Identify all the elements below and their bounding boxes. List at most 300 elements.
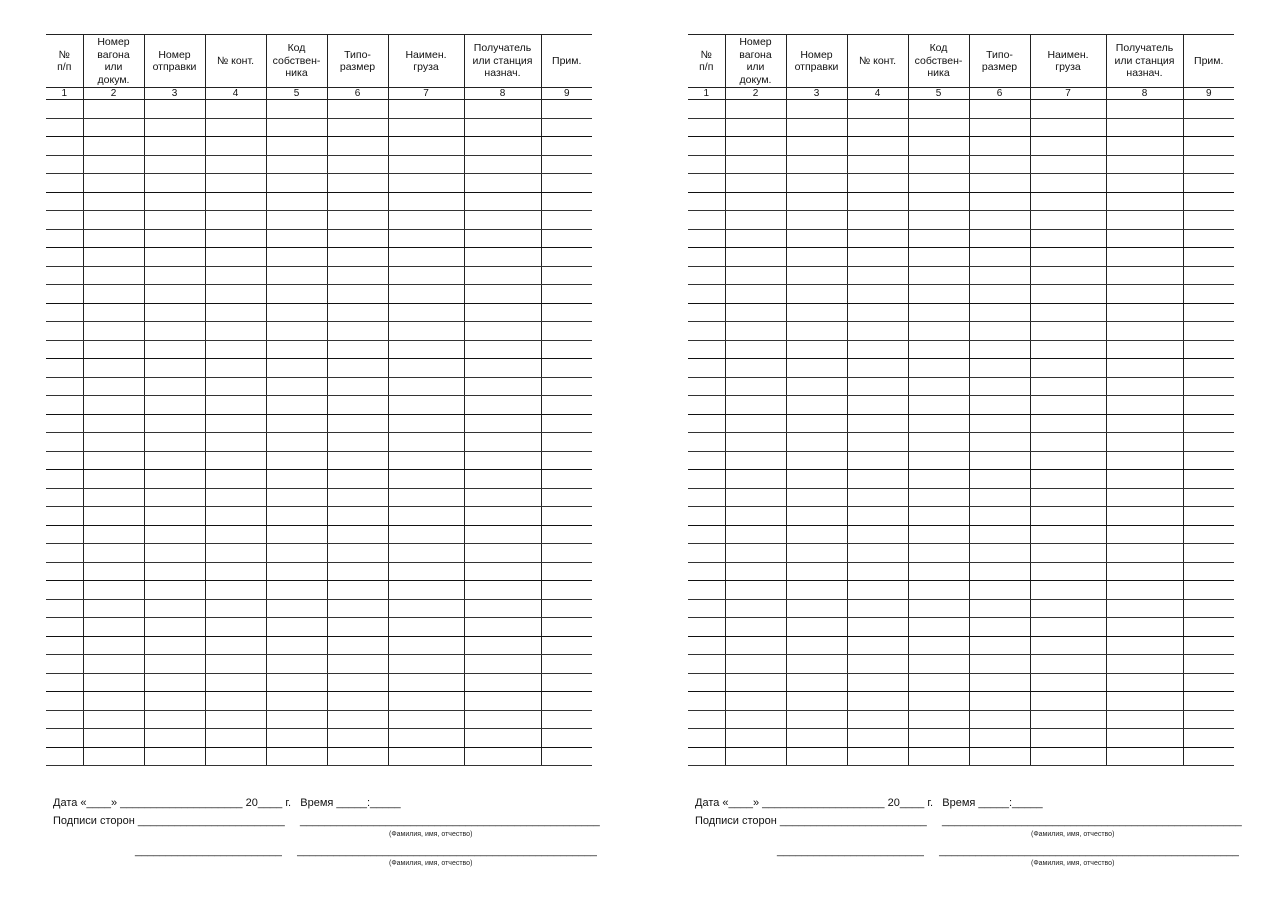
column-number: 7 [1030, 88, 1106, 100]
table-cell [144, 655, 205, 674]
table-cell [969, 599, 1030, 618]
table-cell [786, 507, 847, 526]
table-cell [1030, 525, 1106, 544]
table-cell [969, 396, 1030, 415]
table-cell [541, 340, 592, 359]
table-cell [1183, 340, 1234, 359]
table-cell [83, 692, 144, 711]
table-cell [541, 507, 592, 526]
table-cell [327, 433, 388, 452]
column-header: Типо- размер [327, 35, 388, 88]
table-cell [725, 248, 786, 267]
table-cell [266, 229, 327, 248]
table-cell [1030, 211, 1106, 230]
table-cell [1106, 377, 1183, 396]
table-cell [688, 285, 725, 304]
table-cell [327, 562, 388, 581]
table-cell [327, 710, 388, 729]
table-cell [205, 285, 266, 304]
table-cell [388, 470, 464, 489]
table-cell [144, 285, 205, 304]
table-cell [327, 507, 388, 526]
table-cell [144, 729, 205, 748]
table-cell [205, 396, 266, 415]
table-cell [46, 340, 83, 359]
table-cell [847, 747, 908, 766]
table-cell [1106, 322, 1183, 341]
table-cell [83, 285, 144, 304]
table-cell [144, 174, 205, 193]
table-cell [688, 211, 725, 230]
table-cell [847, 377, 908, 396]
table-cell [725, 581, 786, 600]
table-cell [969, 137, 1030, 156]
table-cell [205, 544, 266, 563]
table-cell [969, 211, 1030, 230]
table-cell [786, 340, 847, 359]
table-cell [144, 525, 205, 544]
table-cell [1106, 599, 1183, 618]
table-cell [144, 359, 205, 378]
table-cell [1030, 636, 1106, 655]
table-cell [969, 747, 1030, 766]
table-cell [688, 451, 725, 470]
table-cell [1183, 673, 1234, 692]
table-cell [1183, 211, 1234, 230]
table-cell [388, 303, 464, 322]
table-cell [1030, 118, 1106, 137]
table-row [688, 747, 1234, 766]
table-cell [725, 636, 786, 655]
table-cell [83, 174, 144, 193]
table-cell [1183, 618, 1234, 637]
table-cell [266, 211, 327, 230]
table-cell [847, 692, 908, 711]
table-cell [388, 525, 464, 544]
table-cell [144, 710, 205, 729]
table-cell [1030, 137, 1106, 156]
table-cell [266, 303, 327, 322]
table-row [688, 359, 1234, 378]
table-cell [688, 636, 725, 655]
table-cell [725, 488, 786, 507]
table-cell [786, 229, 847, 248]
table-cell [1030, 470, 1106, 489]
table-cell [327, 359, 388, 378]
table-cell [205, 414, 266, 433]
table-cell [46, 562, 83, 581]
table-cell [46, 581, 83, 600]
table-cell [688, 525, 725, 544]
table-cell [725, 729, 786, 748]
table-cell [388, 359, 464, 378]
column-number: 3 [786, 88, 847, 100]
column-header: № п/п [688, 35, 725, 88]
table-cell [327, 303, 388, 322]
table-row [46, 488, 592, 507]
table-cell [1183, 174, 1234, 193]
table-row [46, 137, 592, 156]
table-cell [144, 562, 205, 581]
table-cell [1106, 137, 1183, 156]
table-cell [1030, 562, 1106, 581]
table-cell [266, 451, 327, 470]
table-cell [205, 525, 266, 544]
table-row [46, 525, 592, 544]
table-cell [46, 618, 83, 637]
table-cell [83, 599, 144, 618]
table-cell [688, 692, 725, 711]
table-row [688, 433, 1234, 452]
table-cell [1106, 488, 1183, 507]
table-cell [786, 747, 847, 766]
table-cell [144, 248, 205, 267]
table-cell [388, 229, 464, 248]
table-cell [1183, 488, 1234, 507]
table-cell [388, 396, 464, 415]
table-row [46, 507, 592, 526]
table-cell [266, 562, 327, 581]
table-cell [541, 618, 592, 637]
table-cell [1106, 636, 1183, 655]
table-cell [1030, 729, 1106, 748]
table-cell [1030, 285, 1106, 304]
table-cell [46, 118, 83, 137]
signature-caption: (Фамилия, имя, отчество) [1031, 831, 1115, 838]
cargo-table [46, 34, 592, 766]
table-cell [266, 470, 327, 489]
table-cell [541, 729, 592, 748]
table-cell [847, 433, 908, 452]
table-row [688, 285, 1234, 304]
table-cell [688, 322, 725, 341]
table-cell [1183, 729, 1234, 748]
table-cell [83, 266, 144, 285]
table-cell [688, 137, 725, 156]
table-row [46, 322, 592, 341]
table-cell [205, 747, 266, 766]
table-cell [205, 581, 266, 600]
table-cell [541, 451, 592, 470]
table-cell [388, 451, 464, 470]
table-row [688, 118, 1234, 137]
table-cell [1030, 618, 1106, 637]
table-cell [908, 747, 969, 766]
table-cell [46, 747, 83, 766]
table-cell [388, 581, 464, 600]
table-cell [46, 285, 83, 304]
table-cell [266, 266, 327, 285]
table-row [688, 340, 1234, 359]
table-cell [908, 618, 969, 637]
table-cell [786, 155, 847, 174]
table-cell [908, 729, 969, 748]
table-row [46, 118, 592, 137]
table-cell [327, 396, 388, 415]
table-cell [969, 618, 1030, 637]
table-cell [83, 211, 144, 230]
table-cell [1030, 396, 1106, 415]
table-cell [83, 470, 144, 489]
table-cell [847, 118, 908, 137]
table-row [46, 174, 592, 193]
table-cell [46, 322, 83, 341]
table-cell [725, 525, 786, 544]
table-cell [205, 673, 266, 692]
table-cell [388, 414, 464, 433]
table-cell [1106, 433, 1183, 452]
table-cell [1183, 155, 1234, 174]
table-cell [83, 655, 144, 674]
table-cell [205, 211, 266, 230]
table-cell [266, 433, 327, 452]
table-cell [464, 544, 541, 563]
table-cell [786, 192, 847, 211]
table-row [688, 396, 1234, 415]
date-time-line: Дата «____» ____________________ 20____ г. Время _____:_____ [695, 797, 1043, 809]
table-cell [266, 248, 327, 267]
table-cell [847, 636, 908, 655]
column-number: 9 [1183, 88, 1234, 100]
table-cell [1106, 285, 1183, 304]
table-row [46, 747, 592, 766]
table-cell [1183, 229, 1234, 248]
table-cell [464, 211, 541, 230]
table-cell [725, 174, 786, 193]
table-cell [1183, 285, 1234, 304]
table-cell [388, 266, 464, 285]
table-cell [464, 248, 541, 267]
table-cell [541, 747, 592, 766]
table-cell [541, 266, 592, 285]
table-row [688, 562, 1234, 581]
table-cell [83, 340, 144, 359]
table-cell [1183, 322, 1234, 341]
column-header: Код собствен- ника [266, 35, 327, 88]
table-cell [1030, 248, 1106, 267]
table-cell [266, 322, 327, 341]
table-row [688, 248, 1234, 267]
table-row [46, 303, 592, 322]
table-cell [969, 303, 1030, 322]
table-cell [266, 581, 327, 600]
table-cell [1183, 303, 1234, 322]
table-cell [1106, 470, 1183, 489]
table-cell [388, 544, 464, 563]
table-cell [46, 710, 83, 729]
table-cell [464, 655, 541, 674]
table-cell [327, 137, 388, 156]
table-cell [725, 433, 786, 452]
table-cell [388, 562, 464, 581]
table-cell [847, 155, 908, 174]
table-cell [266, 285, 327, 304]
table-cell [205, 618, 266, 637]
table-cell [908, 192, 969, 211]
table-cell [1106, 544, 1183, 563]
table-cell [786, 211, 847, 230]
table-cell [144, 100, 205, 119]
table-cell [1030, 414, 1106, 433]
table-cell [847, 581, 908, 600]
table-cell [969, 100, 1030, 119]
table-cell [908, 451, 969, 470]
table-cell [847, 488, 908, 507]
table-cell [464, 673, 541, 692]
table-row [688, 544, 1234, 563]
table-cell [847, 229, 908, 248]
table-body [46, 100, 592, 766]
table-cell [541, 710, 592, 729]
table-cell [266, 655, 327, 674]
column-header: Прим. [1183, 35, 1234, 88]
table-cell [908, 137, 969, 156]
table-cell [388, 137, 464, 156]
table-cell [46, 488, 83, 507]
table-cell [1183, 525, 1234, 544]
column-header: Получатель или станция назнач. [464, 35, 541, 88]
table-cell [464, 507, 541, 526]
table-cell [205, 174, 266, 193]
table-cell [388, 433, 464, 452]
table-cell [786, 544, 847, 563]
table-cell [688, 618, 725, 637]
column-header: Наимен. груза [1030, 35, 1106, 88]
table-cell [786, 377, 847, 396]
table-cell [327, 229, 388, 248]
table-cell [388, 155, 464, 174]
table-cell [786, 525, 847, 544]
table-cell [144, 211, 205, 230]
table-cell [327, 414, 388, 433]
table-row [46, 655, 592, 674]
table-cell [464, 192, 541, 211]
table-cell [688, 562, 725, 581]
table-row [46, 618, 592, 637]
table-cell [144, 433, 205, 452]
table-cell [969, 266, 1030, 285]
table-cell [83, 377, 144, 396]
column-number: 7 [388, 88, 464, 100]
column-number: 6 [969, 88, 1030, 100]
table-cell [46, 433, 83, 452]
table-cell [1183, 451, 1234, 470]
table-cell [83, 433, 144, 452]
table-cell [1183, 137, 1234, 156]
table-cell [83, 581, 144, 600]
table-cell [205, 137, 266, 156]
table-cell [205, 340, 266, 359]
table-cell [1183, 655, 1234, 674]
table-cell [144, 340, 205, 359]
second-signature-line: ________________________ _________________________________________________ [135, 845, 597, 857]
column-number: 2 [725, 88, 786, 100]
table-cell [144, 673, 205, 692]
table-cell [83, 414, 144, 433]
table-cell [786, 100, 847, 119]
table-header-row [46, 35, 592, 88]
table-cell [266, 618, 327, 637]
column-header: Номер вагона или докум. [725, 35, 786, 88]
table-cell [541, 377, 592, 396]
table-cell [908, 673, 969, 692]
table-cell [969, 229, 1030, 248]
table-cell [83, 525, 144, 544]
table-cell [688, 710, 725, 729]
table-cell [83, 729, 144, 748]
table-cell [46, 655, 83, 674]
table-cell [786, 562, 847, 581]
column-number: 9 [541, 88, 592, 100]
table-cell [908, 248, 969, 267]
table-cell [464, 581, 541, 600]
table-cell [725, 118, 786, 137]
table-cell [1030, 155, 1106, 174]
table-cell [46, 673, 83, 692]
table-cell [388, 192, 464, 211]
table-cell [786, 322, 847, 341]
table-cell [83, 192, 144, 211]
table-cell [688, 377, 725, 396]
table-row [46, 285, 592, 304]
table-cell [1183, 562, 1234, 581]
table-cell [688, 192, 725, 211]
table-cell [205, 655, 266, 674]
table-cell [205, 359, 266, 378]
table-cell [464, 488, 541, 507]
table-cell [1106, 655, 1183, 674]
table-cell [541, 433, 592, 452]
table-cell [541, 248, 592, 267]
table-row [46, 451, 592, 470]
column-number: 4 [847, 88, 908, 100]
table-cell [1106, 248, 1183, 267]
table-cell [1183, 599, 1234, 618]
table-cell [908, 636, 969, 655]
table-cell [908, 155, 969, 174]
table-row [688, 266, 1234, 285]
table-cell [144, 155, 205, 174]
table-cell [266, 396, 327, 415]
table-cell [908, 359, 969, 378]
table-row [688, 729, 1234, 748]
table-cell [908, 507, 969, 526]
table-cell [1106, 710, 1183, 729]
table-cell [725, 507, 786, 526]
table-cell [83, 710, 144, 729]
table-cell [1106, 100, 1183, 119]
table-cell [1106, 692, 1183, 711]
table-cell [46, 470, 83, 489]
table-cell [388, 729, 464, 748]
table-cell [327, 248, 388, 267]
table-cell [541, 692, 592, 711]
table-cell [725, 673, 786, 692]
table-cell [725, 211, 786, 230]
table-cell [46, 137, 83, 156]
table-cell [388, 100, 464, 119]
column-header: Прим. [541, 35, 592, 88]
table-cell [847, 562, 908, 581]
table-cell [327, 599, 388, 618]
table-cell [908, 710, 969, 729]
table-cell [541, 211, 592, 230]
table-row [46, 470, 592, 489]
table-cell [908, 581, 969, 600]
table-cell [1030, 599, 1106, 618]
column-header: Номер вагона или докум. [83, 35, 144, 88]
table-cell [688, 747, 725, 766]
